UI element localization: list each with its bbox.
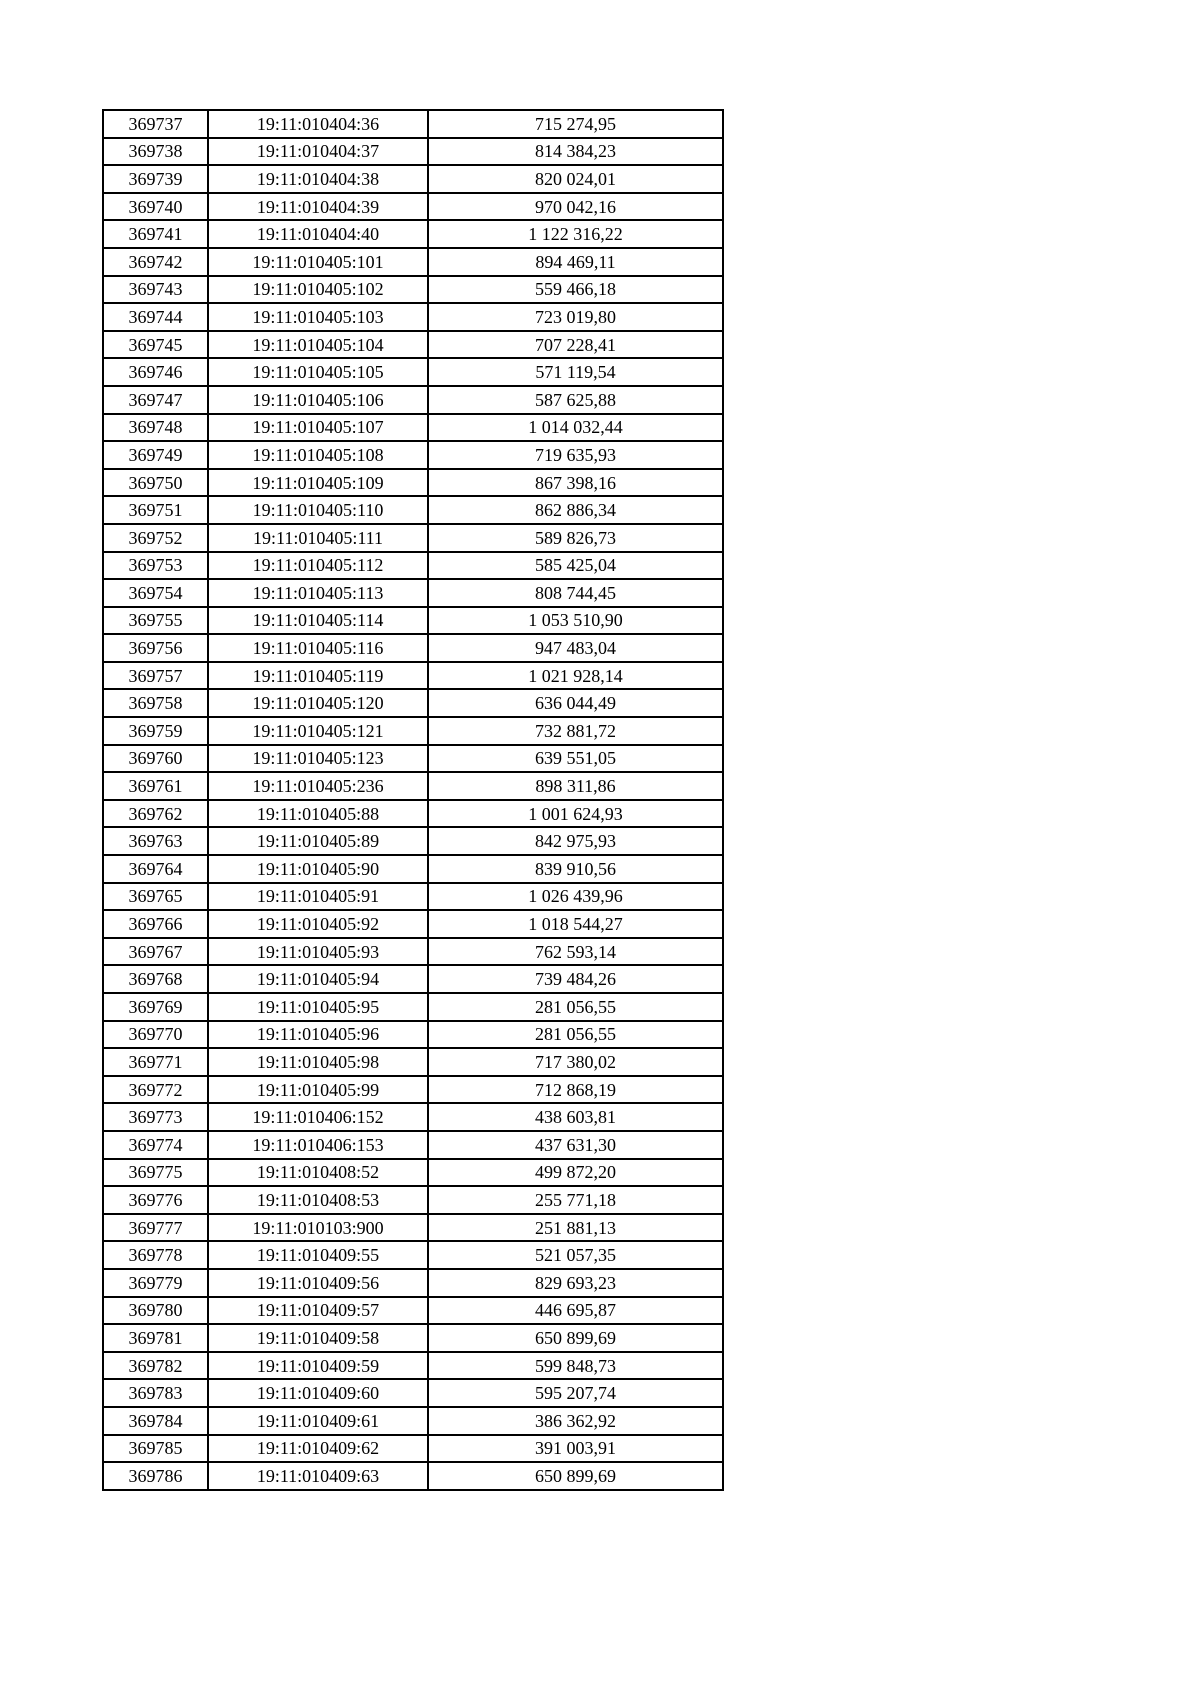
- cadastral-number-cell: 19:11:010409:63: [208, 1462, 428, 1490]
- cadastral-value-cell: 255 771,18: [428, 1186, 723, 1214]
- cadastral-value-table: [102, 109, 724, 1491]
- cadastral-number-cell: 19:11:010404:36: [208, 110, 428, 138]
- table-row: [103, 496, 723, 524]
- table-row: [103, 607, 723, 635]
- cadastral-value-cell: 589 826,73: [428, 524, 723, 552]
- cadastral-number-cell: 19:11:010408:52: [208, 1159, 428, 1187]
- cadastral-number-cell: 19:11:010405:109: [208, 469, 428, 497]
- row-number-cell: 369782: [103, 1352, 208, 1380]
- row-number-cell: 369752: [103, 524, 208, 552]
- row-number-cell: 369760: [103, 745, 208, 773]
- row-number-cell: 369784: [103, 1407, 208, 1435]
- cadastral-number-cell: 19:11:010405:111: [208, 524, 428, 552]
- row-number-cell: 369741: [103, 220, 208, 248]
- cadastral-value-cell: 970 042,16: [428, 193, 723, 221]
- cadastral-value-cell: 707 228,41: [428, 331, 723, 359]
- cadastral-value-cell: 808 744,45: [428, 579, 723, 607]
- table-row: [103, 138, 723, 166]
- cadastral-value-cell: 521 057,35: [428, 1241, 723, 1269]
- row-number-cell: 369737: [103, 110, 208, 138]
- table-row: [103, 1352, 723, 1380]
- cadastral-value-cell: 712 868,19: [428, 1076, 723, 1104]
- cadastral-number-cell: 19:11:010404:39: [208, 193, 428, 221]
- cadastral-number-cell: 19:11:010103:900: [208, 1214, 428, 1242]
- cadastral-number-cell: 19:11:010405:120: [208, 689, 428, 717]
- cadastral-value-cell: 585 425,04: [428, 552, 723, 580]
- cadastral-value-cell: 829 693,23: [428, 1269, 723, 1297]
- row-number-cell: 369777: [103, 1214, 208, 1242]
- table-row: [103, 1241, 723, 1269]
- table-row: [103, 910, 723, 938]
- row-number-cell: 369758: [103, 689, 208, 717]
- cadastral-number-cell: 19:11:010404:38: [208, 165, 428, 193]
- table-row: [103, 1407, 723, 1435]
- cadastral-number-cell: 19:11:010406:152: [208, 1103, 428, 1131]
- table-row: [103, 193, 723, 221]
- cadastral-number-cell: 19:11:010405:92: [208, 910, 428, 938]
- table-row: [103, 1021, 723, 1049]
- cadastral-number-cell: 19:11:010405:112: [208, 552, 428, 580]
- cadastral-value-cell: 842 975,93: [428, 827, 723, 855]
- cadastral-value-cell: 947 483,04: [428, 634, 723, 662]
- row-number-cell: 369783: [103, 1379, 208, 1407]
- cadastral-number-cell: 19:11:010405:88: [208, 800, 428, 828]
- table-body: [103, 110, 723, 1490]
- cadastral-number-cell: 19:11:010408:53: [208, 1186, 428, 1214]
- cadastral-number-cell: 19:11:010405:94: [208, 965, 428, 993]
- cadastral-number-cell: 19:11:010405:114: [208, 607, 428, 635]
- row-number-cell: 369743: [103, 276, 208, 304]
- cadastral-value-cell: 867 398,16: [428, 469, 723, 497]
- row-number-cell: 369771: [103, 1048, 208, 1076]
- cadastral-number-cell: 19:11:010405:102: [208, 276, 428, 304]
- cadastral-number-cell: 19:11:010405:101: [208, 248, 428, 276]
- cadastral-value-cell: 820 024,01: [428, 165, 723, 193]
- cadastral-number-cell: 19:11:010405:119: [208, 662, 428, 690]
- row-number-cell: 369766: [103, 910, 208, 938]
- cadastral-value-cell: 732 881,72: [428, 717, 723, 745]
- cadastral-value-cell: 636 044,49: [428, 689, 723, 717]
- cadastral-value-cell: 839 910,56: [428, 855, 723, 883]
- cadastral-value-cell: 1 021 928,14: [428, 662, 723, 690]
- cadastral-value-cell: 571 119,54: [428, 358, 723, 386]
- cadastral-value-cell: 386 362,92: [428, 1407, 723, 1435]
- table-row: [103, 110, 723, 138]
- cadastral-value-cell: 559 466,18: [428, 276, 723, 304]
- cadastral-number-cell: 19:11:010409:59: [208, 1352, 428, 1380]
- row-number-cell: 369757: [103, 662, 208, 690]
- cadastral-number-cell: 19:11:010409:62: [208, 1435, 428, 1463]
- cadastral-value-cell: 391 003,91: [428, 1435, 723, 1463]
- cadastral-value-cell: 446 695,87: [428, 1297, 723, 1325]
- row-number-cell: 369776: [103, 1186, 208, 1214]
- cadastral-number-cell: 19:11:010405:116: [208, 634, 428, 662]
- cadastral-value-cell: 499 872,20: [428, 1159, 723, 1187]
- table-row: [103, 1269, 723, 1297]
- cadastral-number-cell: 19:11:010404:37: [208, 138, 428, 166]
- row-number-cell: 369750: [103, 469, 208, 497]
- row-number-cell: 369778: [103, 1241, 208, 1269]
- row-number-cell: 369756: [103, 634, 208, 662]
- table-row: [103, 800, 723, 828]
- cadastral-number-cell: 19:11:010404:40: [208, 220, 428, 248]
- cadastral-value-cell: 1 026 439,96: [428, 883, 723, 911]
- cadastral-number-cell: 19:11:010406:153: [208, 1131, 428, 1159]
- table-row: [103, 689, 723, 717]
- cadastral-number-cell: 19:11:010405:93: [208, 938, 428, 966]
- cadastral-value-cell: 715 274,95: [428, 110, 723, 138]
- table-row: [103, 993, 723, 1021]
- table-row: [103, 220, 723, 248]
- row-number-cell: 369761: [103, 772, 208, 800]
- table-row: [103, 358, 723, 386]
- cadastral-number-cell: 19:11:010405:107: [208, 414, 428, 442]
- cadastral-value-cell: 587 625,88: [428, 386, 723, 414]
- cadastral-value-cell: 1 053 510,90: [428, 607, 723, 635]
- cadastral-value-cell: 599 848,73: [428, 1352, 723, 1380]
- table-row: [103, 883, 723, 911]
- cadastral-value-cell: 894 469,11: [428, 248, 723, 276]
- cadastral-value-cell: 739 484,26: [428, 965, 723, 993]
- table-row: [103, 1214, 723, 1242]
- row-number-cell: 369754: [103, 579, 208, 607]
- row-number-cell: 369745: [103, 331, 208, 359]
- table-row: [103, 386, 723, 414]
- cadastral-number-cell: 19:11:010405:103: [208, 303, 428, 331]
- cadastral-number-cell: 19:11:010405:98: [208, 1048, 428, 1076]
- cadastral-number-cell: 19:11:010409:56: [208, 1269, 428, 1297]
- row-number-cell: 369781: [103, 1324, 208, 1352]
- table-row: [103, 1103, 723, 1131]
- cadastral-value-cell: 1 014 032,44: [428, 414, 723, 442]
- row-number-cell: 369770: [103, 1021, 208, 1049]
- cadastral-value-cell: 762 593,14: [428, 938, 723, 966]
- cadastral-value-cell: 281 056,55: [428, 993, 723, 1021]
- table-row: [103, 938, 723, 966]
- table-row: [103, 331, 723, 359]
- row-number-cell: 369772: [103, 1076, 208, 1104]
- row-number-cell: 369775: [103, 1159, 208, 1187]
- table-row: [103, 1186, 723, 1214]
- cadastral-number-cell: 19:11:010405:113: [208, 579, 428, 607]
- row-number-cell: 369740: [103, 193, 208, 221]
- table-row: [103, 469, 723, 497]
- row-number-cell: 369779: [103, 1269, 208, 1297]
- cadastral-value-cell: 862 886,34: [428, 496, 723, 524]
- table-row: [103, 772, 723, 800]
- cadastral-value-cell: 438 603,81: [428, 1103, 723, 1131]
- table-row: [103, 441, 723, 469]
- cadastral-number-cell: 19:11:010405:108: [208, 441, 428, 469]
- row-number-cell: 369762: [103, 800, 208, 828]
- table-row: [103, 276, 723, 304]
- cadastral-number-cell: 19:11:010405:106: [208, 386, 428, 414]
- table-row: [103, 165, 723, 193]
- cadastral-number-cell: 19:11:010409:57: [208, 1297, 428, 1325]
- row-number-cell: 369742: [103, 248, 208, 276]
- table-row: [103, 855, 723, 883]
- cadastral-value-cell: 1 018 544,27: [428, 910, 723, 938]
- table-row: [103, 1076, 723, 1104]
- cadastral-value-cell: 717 380,02: [428, 1048, 723, 1076]
- row-number-cell: 369738: [103, 138, 208, 166]
- row-number-cell: 369739: [103, 165, 208, 193]
- cadastral-number-cell: 19:11:010405:95: [208, 993, 428, 1021]
- cadastral-value-cell: 251 881,13: [428, 1214, 723, 1242]
- row-number-cell: 369768: [103, 965, 208, 993]
- table-row: [103, 524, 723, 552]
- cadastral-number-cell: 19:11:010405:105: [208, 358, 428, 386]
- table-row: [103, 414, 723, 442]
- row-number-cell: 369755: [103, 607, 208, 635]
- cadastral-number-cell: 19:11:010405:96: [208, 1021, 428, 1049]
- cadastral-value-cell: 814 384,23: [428, 138, 723, 166]
- row-number-cell: 369763: [103, 827, 208, 855]
- table-row: [103, 579, 723, 607]
- cadastral-value-cell: 650 899,69: [428, 1324, 723, 1352]
- row-number-cell: 369753: [103, 552, 208, 580]
- cadastral-number-cell: 19:11:010405:91: [208, 883, 428, 911]
- table-row: [103, 1131, 723, 1159]
- cadastral-number-cell: 19:11:010405:236: [208, 772, 428, 800]
- row-number-cell: 369774: [103, 1131, 208, 1159]
- row-number-cell: 369751: [103, 496, 208, 524]
- table-row: [103, 1462, 723, 1490]
- row-number-cell: 369759: [103, 717, 208, 745]
- cadastral-number-cell: 19:11:010405:104: [208, 331, 428, 359]
- cadastral-number-cell: 19:11:010409:55: [208, 1241, 428, 1269]
- row-number-cell: 369746: [103, 358, 208, 386]
- row-number-cell: 369749: [103, 441, 208, 469]
- table-row: [103, 662, 723, 690]
- table-row: [103, 552, 723, 580]
- row-number-cell: 369765: [103, 883, 208, 911]
- cadastral-number-cell: 19:11:010405:110: [208, 496, 428, 524]
- cadastral-number-cell: 19:11:010405:121: [208, 717, 428, 745]
- cadastral-number-cell: 19:11:010405:89: [208, 827, 428, 855]
- table-row: [103, 1435, 723, 1463]
- table-row: [103, 1297, 723, 1325]
- row-number-cell: 369780: [103, 1297, 208, 1325]
- cadastral-number-cell: 19:11:010409:60: [208, 1379, 428, 1407]
- cadastral-value-cell: 1 001 624,93: [428, 800, 723, 828]
- table-row: [103, 1048, 723, 1076]
- table-row: [103, 303, 723, 331]
- row-number-cell: 369748: [103, 414, 208, 442]
- cadastral-value-cell: 639 551,05: [428, 745, 723, 773]
- cadastral-number-cell: 19:11:010405:90: [208, 855, 428, 883]
- cadastral-number-cell: 19:11:010405:123: [208, 745, 428, 773]
- row-number-cell: 369785: [103, 1435, 208, 1463]
- table-row: [103, 1379, 723, 1407]
- row-number-cell: 369773: [103, 1103, 208, 1131]
- row-number-cell: 369747: [103, 386, 208, 414]
- table-row: [103, 745, 723, 773]
- cadastral-value-cell: 719 635,93: [428, 441, 723, 469]
- cadastral-value-cell: 898 311,86: [428, 772, 723, 800]
- cadastral-number-cell: 19:11:010405:99: [208, 1076, 428, 1104]
- table-row: [103, 1159, 723, 1187]
- table-row: [103, 634, 723, 662]
- cadastral-value-cell: 281 056,55: [428, 1021, 723, 1049]
- cadastral-value-cell: 437 631,30: [428, 1131, 723, 1159]
- row-number-cell: 369767: [103, 938, 208, 966]
- table-row: [103, 965, 723, 993]
- cadastral-number-cell: 19:11:010409:61: [208, 1407, 428, 1435]
- table-row: [103, 248, 723, 276]
- table-row: [103, 1324, 723, 1352]
- row-number-cell: 369769: [103, 993, 208, 1021]
- table-row: [103, 827, 723, 855]
- row-number-cell: 369744: [103, 303, 208, 331]
- cadastral-value-cell: 723 019,80: [428, 303, 723, 331]
- cadastral-value-cell: 595 207,74: [428, 1379, 723, 1407]
- cadastral-value-cell: 650 899,69: [428, 1462, 723, 1490]
- row-number-cell: 369764: [103, 855, 208, 883]
- table-row: [103, 717, 723, 745]
- cadastral-number-cell: 19:11:010409:58: [208, 1324, 428, 1352]
- row-number-cell: 369786: [103, 1462, 208, 1490]
- cadastral-value-cell: 1 122 316,22: [428, 220, 723, 248]
